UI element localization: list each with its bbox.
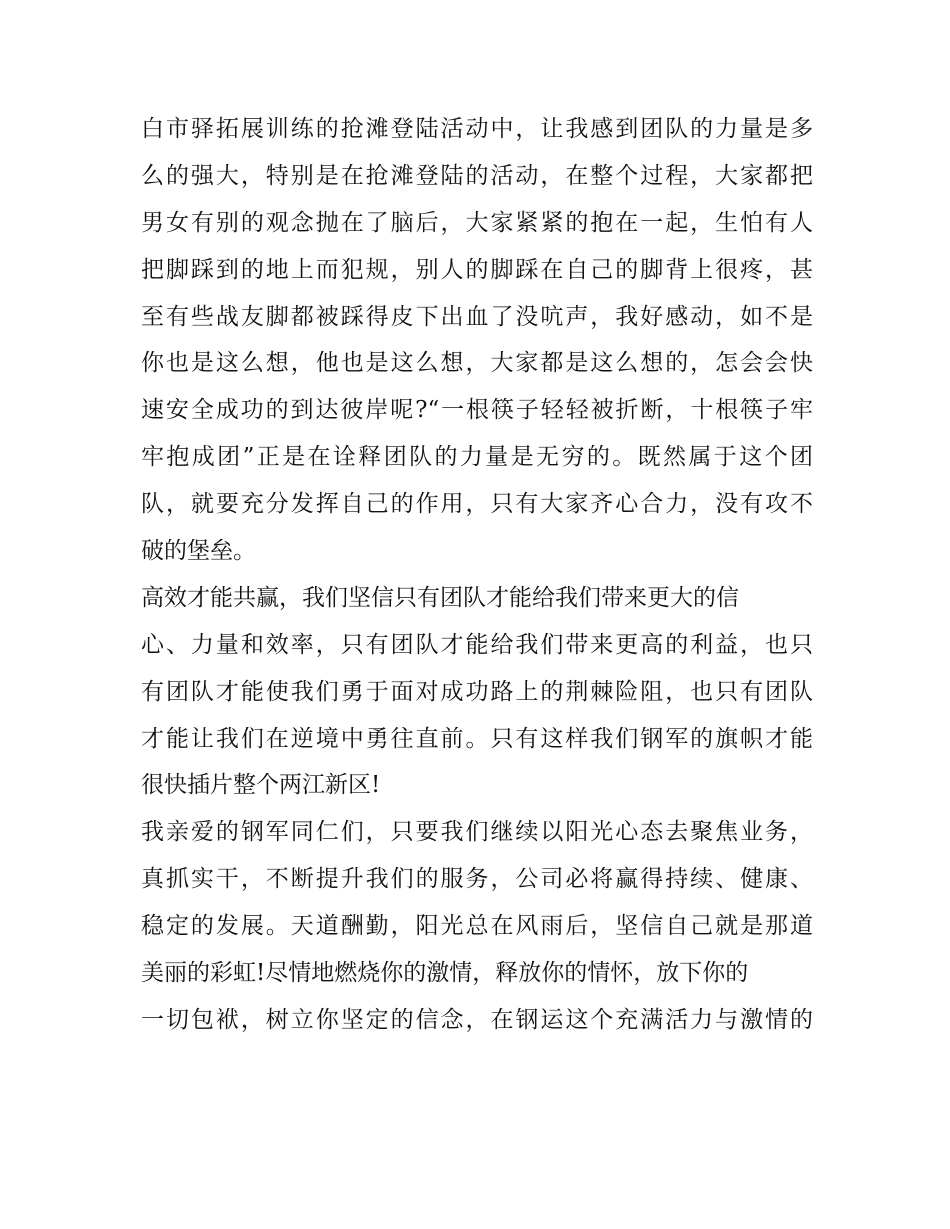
text-line: 才能让我们在逆境中勇往直前。只有这样我们钢军的旗帜才能 <box>141 725 813 752</box>
text-line: 很快插片整个两江新区! <box>141 772 381 799</box>
text-line: 心、力量和效率，只有团队才能给我们带来更高的利益，也只 <box>141 631 813 658</box>
text-line: 至有些战友脚都被踩得皮下出血了没吭声，我好感动，如不是 <box>141 303 813 330</box>
text-line: 美丽的彩虹!尽情地燃烧你的激情，释放你的情怀，放下你的 <box>141 960 749 987</box>
text-line: 有团队才能使我们勇于面对成功路上的荆棘险阻，也只有团队 <box>141 678 813 705</box>
paragraph-3 <box>141 809 813 1043</box>
paragraph-1 <box>141 106 813 575</box>
text-line: 男女有别的观念抛在了脑后，大家紧紧的抱在一起，生怕有人 <box>141 209 813 236</box>
text-line: 破的堡垒。 <box>141 538 256 565</box>
text-line: 我亲爱的钢军同仁们，只要我们继续以阳光心态去聚焦业务， <box>141 819 813 846</box>
text-line: 把脚踩到的地上而犯规，别人的脚踩在自己的脚背上很疼，甚 <box>141 256 813 283</box>
text-line: 么的强大，特别是在抢滩登陆的活动，在整个过程，大家都把 <box>141 162 813 189</box>
text-line: 高效才能共赢，我们坚信只有团队才能给我们带来更大的信 <box>141 584 739 611</box>
text-line: 队，就要充分发挥自己的作用，只有大家齐心合力，没有攻不 <box>141 491 813 518</box>
text-line: 速安全成功的到达彼岸呢?“一根筷子轻轻被折断，十根筷子牢 <box>141 397 813 424</box>
text-line: 白市驿拓展训练的抢滩登陆活动中，让我感到团队的力量是多 <box>141 116 813 142</box>
text-line: 你也是这么想，他也是这么想，大家都是这么想的，怎会会快 <box>141 350 813 377</box>
text-line: 一切包袱，树立你坚定的信念，在钢运这个充满活力与激情的 <box>141 1006 813 1033</box>
text-line: 真抓实干，不断提升我们的服务，公司必将赢得持续、健康、 <box>141 866 813 893</box>
text-line: 牢抱成团”正是在诠释团队的力量是无穷的。既然属于这个团 <box>141 444 813 471</box>
paragraph-2 <box>141 575 813 809</box>
body-text <box>141 106 813 1044</box>
text-line: 稳定的发展。天道酬勤，阳光总在风雨后，坚信自己就是那道 <box>141 913 813 940</box>
